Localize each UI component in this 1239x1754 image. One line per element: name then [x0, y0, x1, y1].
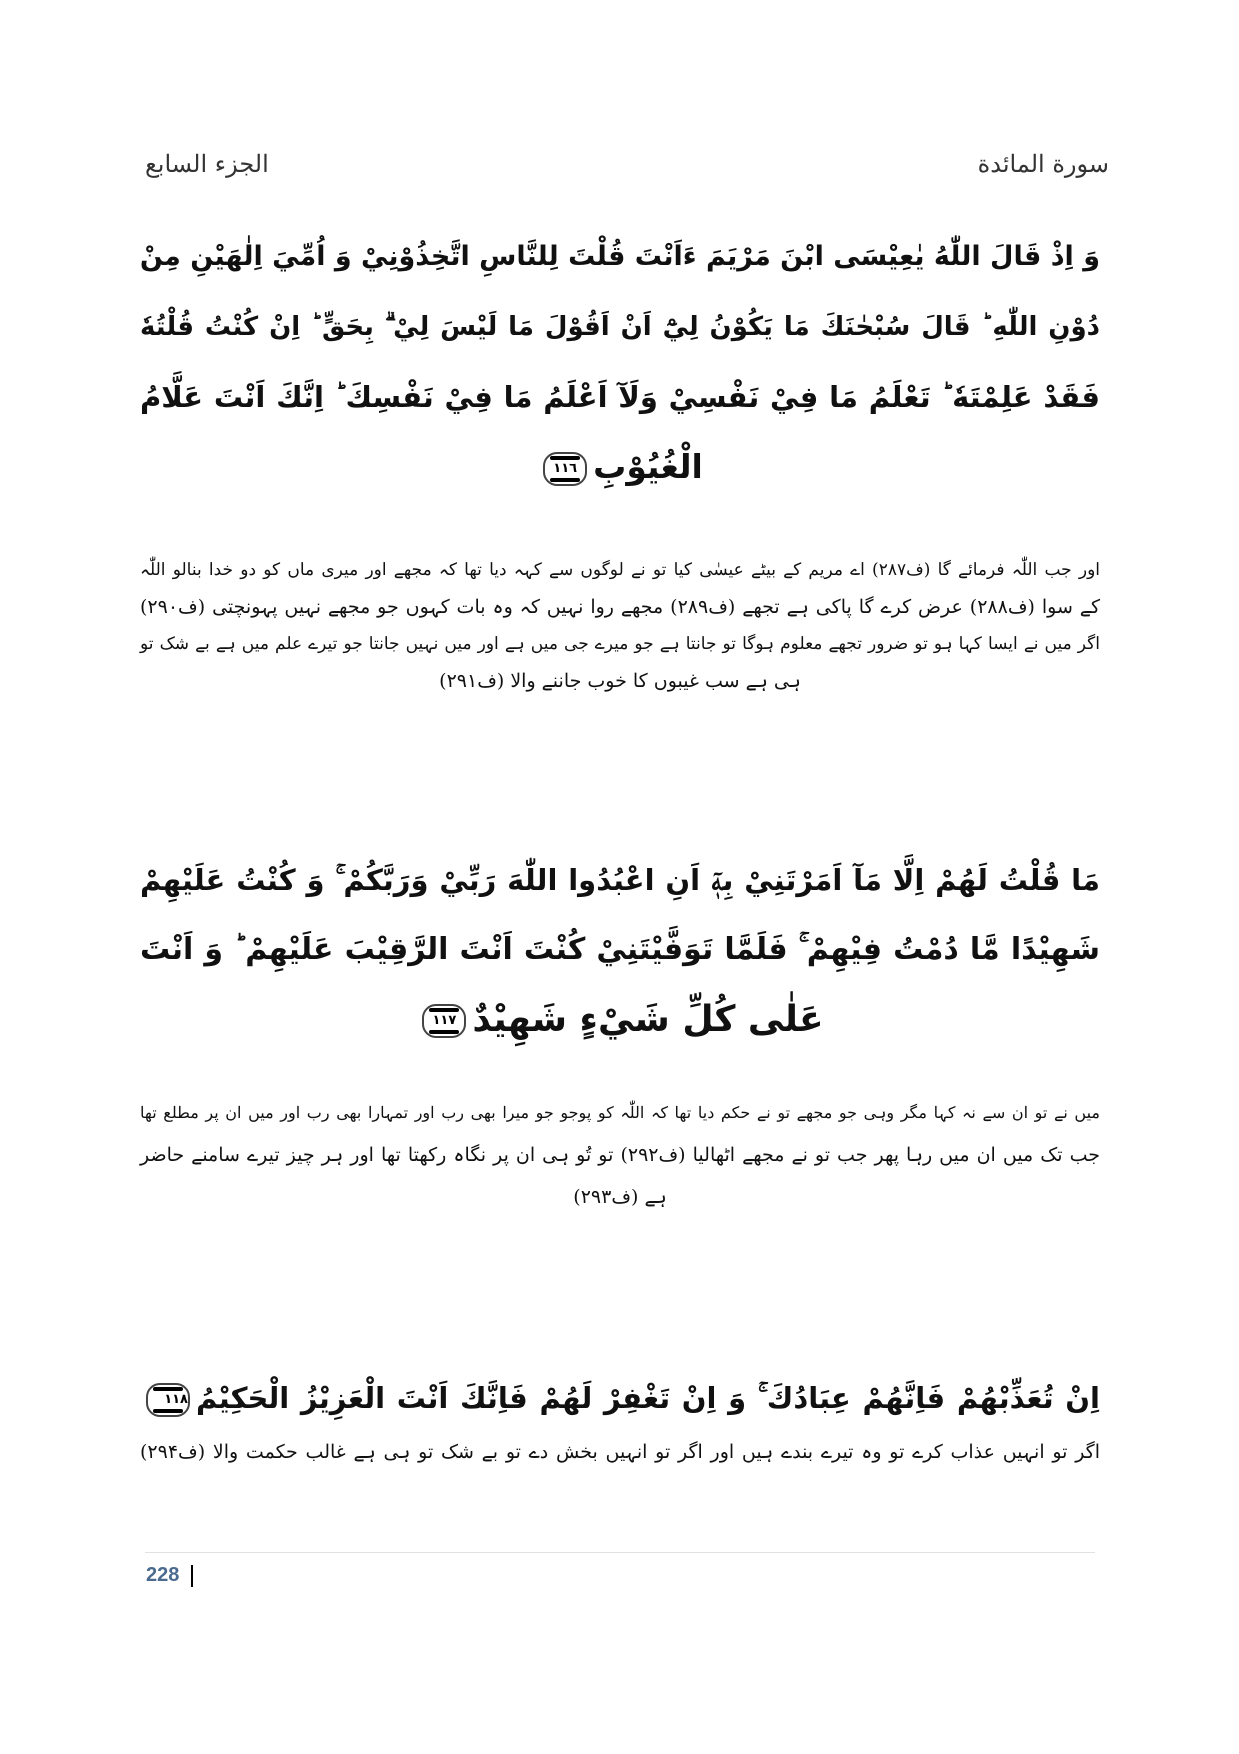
ayah-text: اِنْ تُعَذِّبْهُمْ فَاِنَّهُمْ عِبَادُكَ ۚ وَ اِنْ تَغْفِرْ لَهُمْ فَاِنَّكَ اَنْتَ الْعَزِيْزُ الْحَكِيْمُ: [196, 1381, 1100, 1415]
ayah-117: [140, 845, 1100, 1055]
ayah-end-marker-icon: ١١٧: [422, 1004, 466, 1038]
ayah-118: [140, 1368, 1100, 1428]
translation-118: [140, 1432, 1100, 1472]
translation-117: [140, 1092, 1100, 1218]
ayah-116: [140, 222, 1100, 502]
ayah-line-last: [140, 432, 1100, 502]
translation-116: [140, 552, 1100, 700]
translation-line: اور جب اللّٰہ فرمائے گا (ف۲۸۷) اے مریم کے بیٹے عیسٰی کیا تو نے لوگوں سے کہہ دیا تھا کہ مجھے اور میری ماں کو دو خدا بنالو اللّٰہ: [140, 560, 1100, 580]
translation-line: اگر تو انہیں عذاب کرے تو وہ تیرے بندے ہیں اور اگر تو انہیں بخش دے تو بے شک تو ہی ہے غالب حکمت والا (ف۲۹۴): [140, 1441, 1100, 1463]
translation-line: جب تک میں ان میں رہا پھر جب تو نے مجھے اٹھالیا (ف۲۹۲) تو تُو ہی ان پر نگاہ رکھتا تھا اور ہر چیز تیرے سامنے حاضر: [140, 1144, 1100, 1166]
translation-line: کے سوا (ف۲۸۸) عرض کرے گا پاکی ہے تجھے (ف۲۸۹) مجھے روا نہیں کہ وہ بات کہوں جو مجھے نہیں پہونچتی (ف۲۹۰): [140, 596, 1100, 618]
ayah-line: وَ اِذْ قَالَ اللّٰهُ يٰعِيْسَى ابْنَ مَرْيَمَ ءَاَنْتَ قُلْتَ لِلنَّاسِ اتَّخِذُوْنِيْ وَ اُمِّيَ اِلٰهَيْنِ مِنْ: [139, 241, 1100, 272]
juz-title: الجزء السابع: [145, 150, 269, 178]
footer-divider: [145, 1552, 1095, 1553]
ayah-line: شَهِيْدًا مَّا دُمْتُ فِيْهِمْ ۚ فَلَمَّا تَوَفَّيْتَنِيْ كُنْتَ اَنْتَ الرَّقِيْبَ عَلَيْهِمْ ؕ وَ اَنْتَ: [140, 932, 1100, 967]
surah-title: سورة المائدة: [977, 150, 1109, 178]
ayah-line: مَا قُلْتُ لَهُمْ اِلَّا مَآ اَمَرْتَنِيْ بِهٖٓ اَنِ اعْبُدُوا اللّٰهَ رَبِّيْ وَرَبَّكُمْ ۚ وَ كُنْتُ عَلَيْهِمْ: [140, 863, 1100, 897]
ayah-end-marker-icon: ١١٦: [543, 452, 587, 486]
ayah-end-marker-icon: ١١٨: [146, 1383, 190, 1417]
ayah-text: عَلٰى كُلِّ شَيْءٍ شَهِيْدٌ: [472, 999, 824, 1040]
translation-line: ہی ہے سب غیبوں کا خوب جاننے والا (ف۲۹۱): [439, 670, 801, 692]
ayah-text: الْغُيُوْبِ: [593, 447, 703, 486]
ayah-line: فَقَدْ عَلِمْتَهٗ ؕ تَعْلَمُ مَا فِيْ نَفْسِيْ وَلَآ اَعْلَمُ مَا فِيْ نَفْسِكَ ؕ اِنَّكَ اَنْتَ عَلَّامُ: [140, 380, 1100, 414]
ayah-line-last: [140, 985, 1100, 1055]
page-number-separator: [191, 1565, 193, 1587]
translation-line: اگر میں نے ایسا کہا ہو تو ضرور تجھے معلوم ہوگا تو جانتا ہے جو میرے جی میں ہے اور میں نہیں جانتا جو تیرے علم میں ہے بے شک تو: [140, 634, 1100, 654]
page-number: 228: [146, 1564, 180, 1586]
translation-line: میں نے تو ان سے نہ کہا مگر وہی جو مجھے تو نے حکم دیا تھا کہ اللّٰہ کو پوجو جو میرا بھی رب اور تمہارا بھی رب اور میں ان پر مطلع تھا: [140, 1103, 1100, 1122]
ayah-line: دُوْنِ اللّٰهِ ؕ قَالَ سُبْحٰنَكَ مَا يَكُوْنُ لِيْٓ اَنْ اَقُوْلَ مَا لَيْسَ لِيْ ۗ بِحَقٍّ ؕ اِنْ كُنْتُ قُلْتُهٗ: [140, 312, 1100, 342]
ayah-line-last: [140, 1368, 1100, 1428]
translation-line: ہے (ف۲۹۳): [573, 1186, 667, 1208]
